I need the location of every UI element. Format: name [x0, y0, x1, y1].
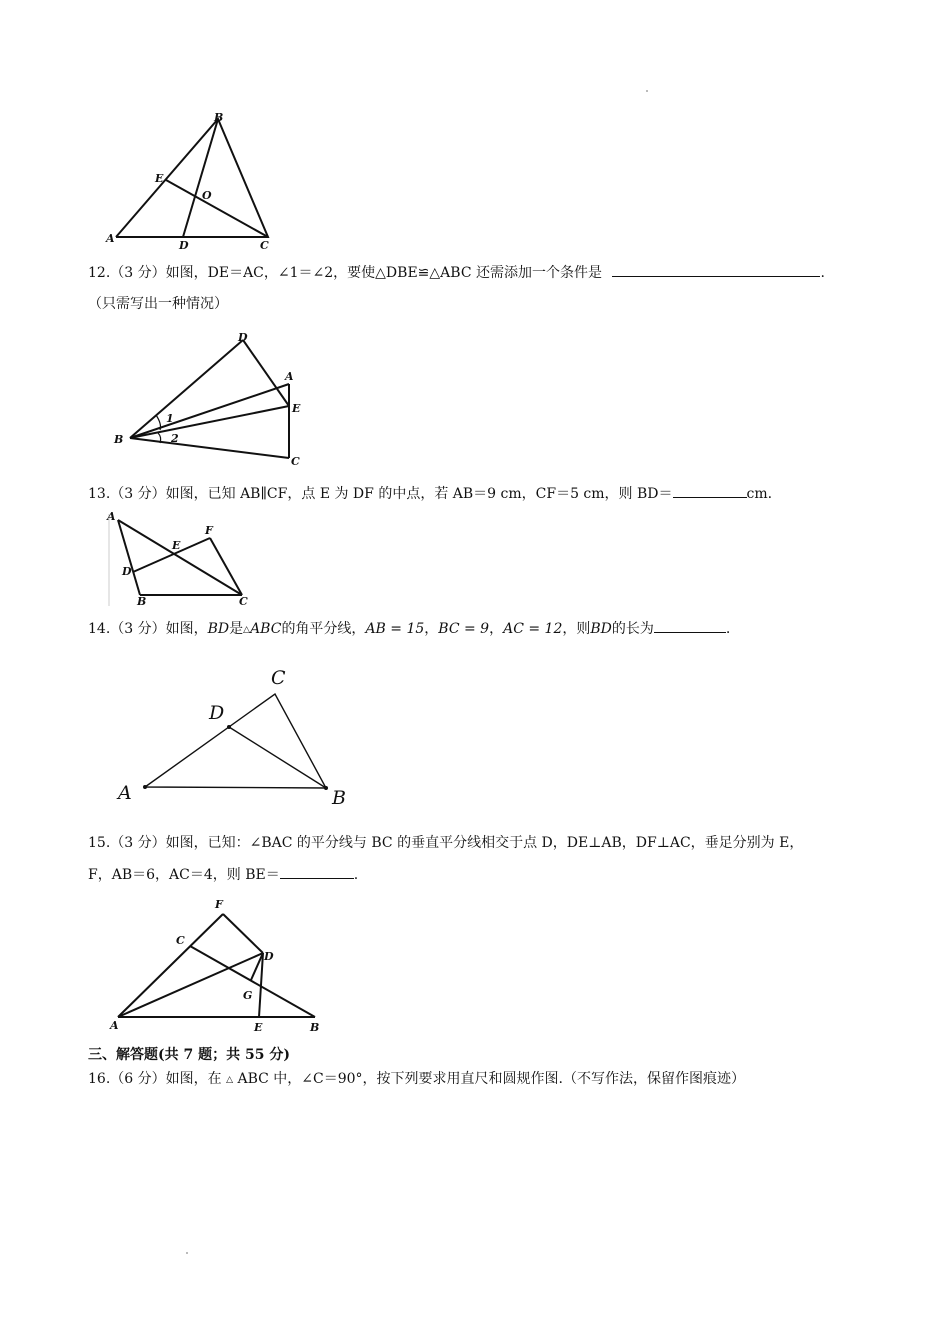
fig12-label-2: 2: [171, 432, 179, 445]
question-14-bd: BD: [207, 621, 230, 637]
fig15-label-d: D: [264, 950, 274, 963]
question-14-bc: BC = 9: [438, 621, 490, 637]
fig13-label-c: C: [239, 595, 248, 608]
fig15-label-c: C: [176, 934, 185, 947]
fig13-label-b: B: [137, 595, 147, 608]
question-16-rest: ABC 中，∠C＝90°，按下列要求用直尺和圆规作图.（不写作法，保留作图痕迹）: [237, 1071, 745, 1087]
scan-speck: [646, 90, 648, 92]
figure-14: [112, 664, 362, 809]
question-15-line-2: [88, 864, 868, 886]
fig14-point-a: [143, 785, 147, 789]
fig12-label-1: 1: [166, 412, 174, 425]
fig11-triangle-abc: [116, 119, 268, 237]
fig12-segment-bc: [130, 438, 289, 458]
fig15-segment-ad: [118, 953, 263, 1017]
question-15-line-1: 15.（3 分）如图，已知：∠BAC 的平分线与 BC 的垂直平分线相交于点 D，DE⊥AB，DF⊥AC，垂足分别为 E，: [88, 835, 804, 851]
fig14-segment-bd: [229, 727, 326, 788]
scan-speck-bottom: [186, 1252, 188, 1254]
question-14-ab: AB = 15: [365, 621, 425, 637]
fig15-label-a: A: [110, 1019, 119, 1032]
question-12-answer-blank[interactable]: [612, 262, 820, 277]
fig14-label-d: D: [209, 702, 225, 724]
fig11-label-d: D: [179, 239, 189, 252]
question-14-sep1: ，: [424, 621, 439, 637]
fig11-segment-bd: [183, 119, 218, 237]
section-heading: 三、解答题(共 7 题；共 55 分): [88, 1047, 290, 1063]
fig15-segment-fd: [223, 914, 263, 953]
figure-11: [100, 108, 290, 253]
fig11-label-a: A: [106, 232, 115, 245]
fig11-label-c: C: [260, 239, 269, 252]
triangle-symbol: △: [243, 625, 251, 635]
question-12-period: .: [820, 265, 825, 281]
question-15-text: F，AB＝6，AC＝4，则 BE＝: [88, 867, 280, 883]
fig13-label-a: A: [107, 510, 116, 523]
question-14-then: 则: [576, 621, 591, 637]
fig14-point-b: [324, 786, 328, 790]
question-14-len: 的长为: [611, 621, 654, 637]
fig12-label-c: C: [291, 455, 300, 468]
question-14-sep3: ，: [562, 621, 577, 637]
fig13-label-f: F: [205, 524, 213, 537]
fig12-label-a: A: [285, 370, 294, 383]
fig14-label-b: B: [332, 787, 346, 809]
figure-15: [104, 894, 334, 1034]
question-13-text: 13.（3 分）如图，已知 AB∥CF，点 E 为 DF 的中点，若 AB＝9 cm，CF＝5 cm，则 BD＝: [88, 486, 673, 502]
question-14-is: 是: [229, 621, 244, 637]
fig15-label-g: G: [243, 989, 253, 1002]
fig12-label-b: B: [114, 433, 124, 446]
question-14-ac: AC = 12: [503, 621, 563, 637]
question-14: [88, 618, 868, 641]
question-13-unit: cm.: [746, 486, 773, 502]
triangle-symbol: △: [226, 1075, 233, 1085]
fig15-label-e: E: [254, 1021, 263, 1034]
figure-13: [104, 508, 254, 610]
fig14-label-a: A: [118, 782, 132, 804]
fig11-label-e: E: [155, 172, 164, 185]
question-14-answer-blank[interactable]: [654, 618, 726, 633]
question-16-prefix: 16.（6 分）如图，在: [88, 1071, 222, 1087]
question-13-answer-blank[interactable]: [673, 483, 747, 498]
question-16: [88, 1068, 868, 1091]
fig13-label-d: D: [122, 565, 132, 578]
question-14-sep2: ，: [489, 621, 504, 637]
question-14-prefix: 14.（3 分）如图，: [88, 621, 208, 637]
question-13: [88, 483, 868, 505]
fig15-segment-af: [118, 914, 223, 1017]
figure-12: [108, 326, 318, 471]
fig13-label-e: E: [172, 539, 181, 552]
question-14-bd2: BD: [590, 621, 612, 637]
fig12-segment-de: [243, 340, 289, 406]
fig11-segment-ec: [166, 180, 268, 237]
fig15-label-b: B: [310, 1021, 320, 1034]
question-15-answer-blank[interactable]: [280, 864, 354, 879]
fig14-point-d: [227, 725, 231, 729]
question-14-abc: ABC: [250, 621, 282, 637]
fig15-label-f: F: [215, 898, 223, 911]
question-15-period: .: [353, 867, 359, 883]
fig11-label-o: O: [202, 189, 212, 202]
fig14-triangle-abc: [145, 694, 326, 788]
fig12-label-e: E: [292, 402, 301, 415]
question-14-period: .: [725, 621, 731, 637]
fig14-label-c: C: [271, 667, 286, 689]
question-12-text: 12.（3 分）如图，DE＝AC，∠1＝∠2，要使△DBE≌△ABC 还需添加一个条件是: [88, 265, 602, 281]
fig12-label-d: D: [238, 331, 248, 344]
fig11-label-b: B: [214, 111, 224, 124]
question-12: [88, 262, 868, 284]
fig12-segment-bd: [130, 340, 243, 438]
question-14-bisector: 的角平分线，: [281, 621, 366, 637]
question-12-note: （只需写出一种情况）: [88, 296, 228, 312]
